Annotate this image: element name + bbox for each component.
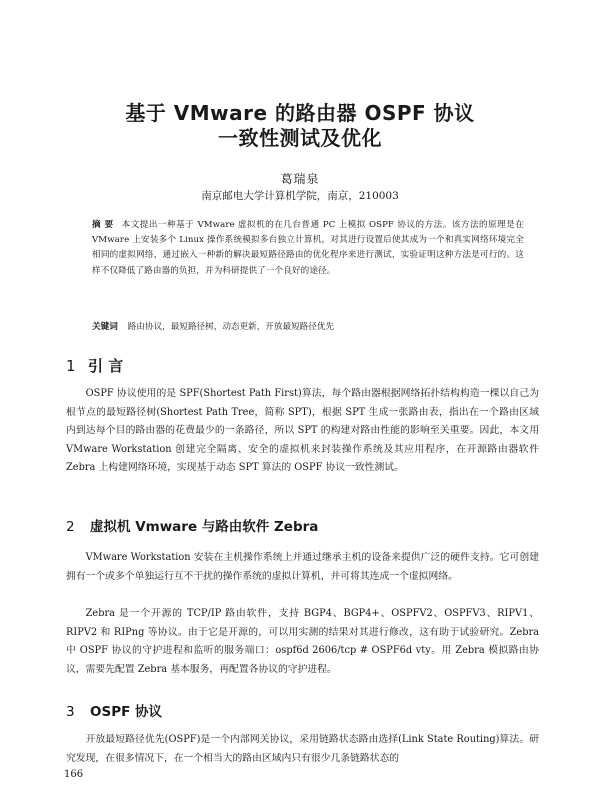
section-1-paragraph-1: OSPF 协议使用的是 SPF(Shortest Path First)算法，每个路由器根据网络拓扑结构构造一棵以自己为根节点的最短路径树(Shortest Path Tree，简称 SPT)，根据 SPT 生成一张路由表，指出在一个路由区域内到达每个目的路由器的花费最少的一条路径，所以 SPT 的构建对路由性能的影响至关重要。因此，本文用 VMware Workstation 创建完全隔离、安全的虚拟机来封装操作系统及其应用程序，在开源路由器软件 Zebra 上构建网络环境，实现基于动态 SPT 算法的 OSPF 协议一致性测试。	[66, 388, 539, 474]
keywords	[92, 320, 524, 334]
section-title: OSPF 协议	[90, 704, 163, 720]
abstract-label: 摘 要	[92, 220, 114, 230]
paper-title-line-1: 基于 VMware 的路由器 OSPF 协议	[125, 101, 475, 125]
keywords-text: 路由协议，最短路径树，动态更新，开放最短路径优先	[127, 322, 335, 332]
abstract-text: 本文提出一种基于 VMware 虚拟机的在几台普通 PC 上模拟 OSPF 协议的方法。该方法的原理是在 VMware 上安装多个 Linux 操作系统模拟多台独立计算机，对其进行设置后使其成为一个和真实网络环境完全相同的虚拟网络，通过嵌入一种新的解决最短路径路由的优化程序来进行测试，实验证明这种方法是可行的。这样不仅降低了路由器的负担，并为科研提供了一个良好的途径。	[92, 220, 524, 276]
section-heading-2	[66, 515, 318, 535]
section-heading-1	[66, 355, 123, 376]
section-heading-3	[66, 700, 162, 720]
section-2-paragraph-2: Zebra 是一个开源的 TCP/IP 路由软件，支持 BGP4、BGP4+、OSPFV2、OSPFV3、RIPV1、RIPV2 和 RIPng 等协议。由于它是开源的，可以用实测的结果对其进行修改，这有助于试验研究。Zebra 中 OSPF 协议的守护进程和监听的服务端口：ospf6d 2606/tcp # OSPF6d vty。用 Zebra 模拟路由协议，需要先配置 Zebra 基本服务，再配置各协议的守护进程。	[66, 608, 539, 675]
keywords-label: 关键词	[92, 322, 118, 332]
section-number: 2	[66, 519, 75, 535]
section-3-paragraph-1: 开放最短路径优先(OSPF)是一个内部网关协议，采用链路状态路由选择(Link State Routing)算法。研究发现，在很多情况下，在一个相当大的路由区域内只有很少几条链路状态的	[66, 734, 539, 764]
abstract	[92, 218, 524, 279]
author-affiliation: 南京邮电大学计算机学院，南京，210003	[201, 190, 399, 202]
author-name: 葛瑞泉	[280, 172, 320, 186]
section-title: 虚拟机 Vmware 与路由软件 Zebra	[90, 519, 319, 535]
section-number: 3	[66, 704, 75, 720]
section-2-paragraph-1: VMware Workstation 安装在主机操作系统上并通过继承主机的设备来提供广泛的硬件支持。它可创建拥有一个或多个单独运行互不干扰的操作系统的虚拟计算机，并可将其连成一个虚拟网络。	[66, 552, 539, 582]
paper-title-line-2: 一致性测试及优化	[218, 126, 382, 150]
page-number: 166	[64, 769, 84, 780]
section-title: 引 言	[88, 357, 124, 375]
section-number: 1	[66, 357, 76, 375]
